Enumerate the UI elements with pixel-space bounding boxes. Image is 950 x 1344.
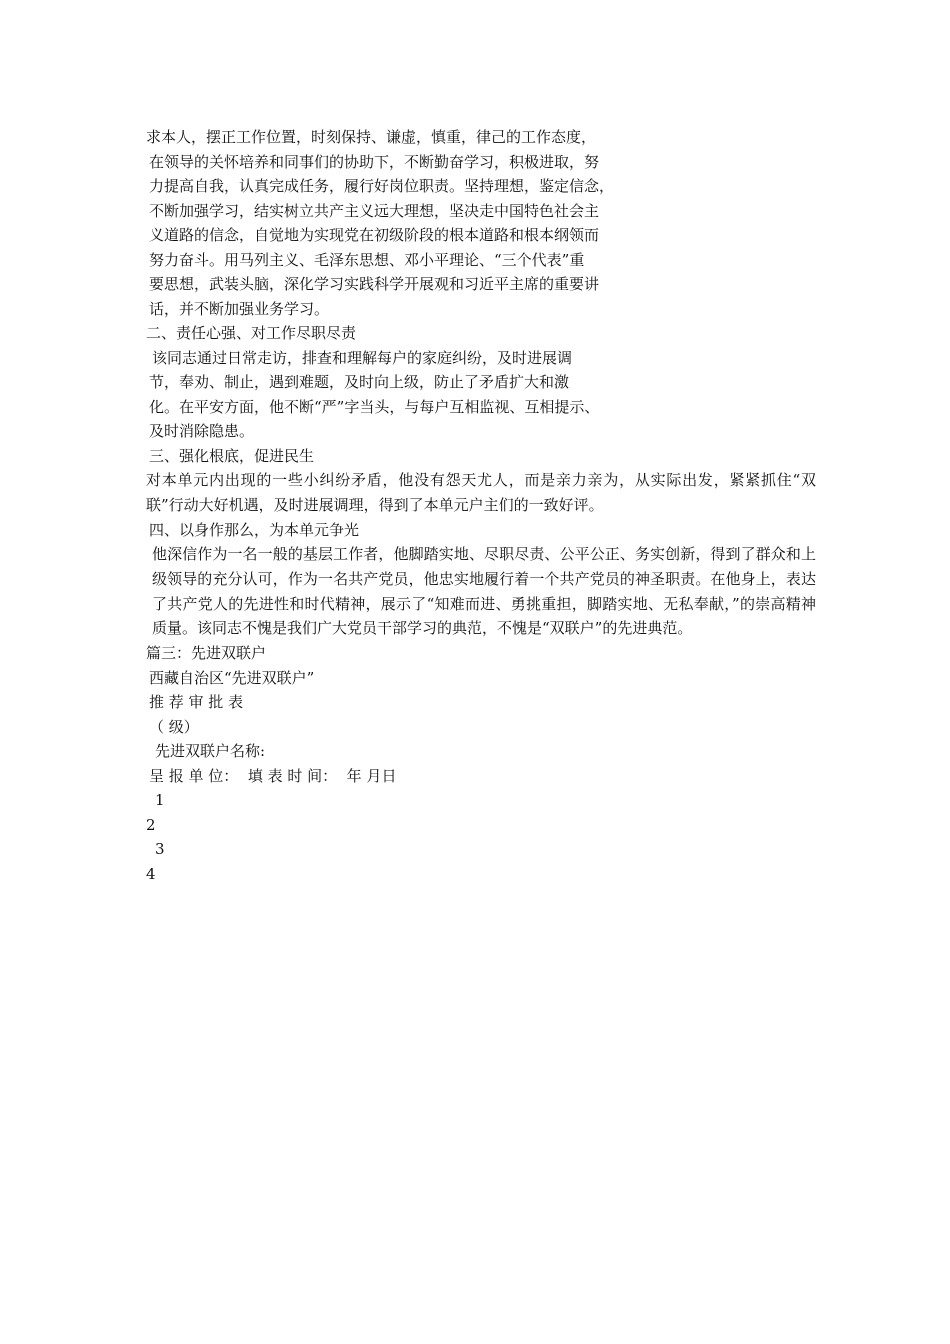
list-number: 1 — [155, 791, 165, 810]
text-line: 不断加强学习，结实树立共产主义远大理想，坚决走中国特色社会主 — [149, 201, 600, 220]
document-body — [146, 125, 816, 886]
text-line: 话，并不断加强业务学习。 — [149, 299, 330, 318]
text-line: 要思想，武装头脑，深化学习实践科学开展观和习近平主席的重要讲 — [149, 275, 600, 293]
section-heading: 四、以身作那么，为本单元争光 — [149, 520, 360, 539]
form-name-label: 先进双联户名称: — [155, 742, 266, 761]
section-heading: 二、责任心强、对工作尽职尽责 — [146, 324, 357, 342]
form-submit-line: 呈 报 单 位： 填 表 时 间： 年 月日 — [149, 766, 397, 785]
text-line: 及时消除隐患。 — [149, 422, 255, 440]
form-title: 推 荐 审 批 表 — [149, 693, 244, 712]
list-number: 2 — [146, 815, 156, 834]
text-line: 努力奋斗。用马列主义、毛泽东思想、邓小平理论、“三个代表”重 — [149, 250, 585, 269]
text-line: 该同志通过日常走访，排查和理解每户的家庭纠纷，及时进展调 — [152, 348, 573, 367]
text-line: 力提高自我，认真完成任务，履行好岗位职责。坚持理想，鉴定信念， — [149, 177, 615, 195]
form-region-title: 西藏自治区“先进双联户” — [149, 668, 315, 687]
text-line: 节，奉劝、制止，遇到难题，及时向上级，防止了矛盾扩大和激 — [149, 373, 570, 391]
text-line: 求本人，摆正工作位置，时刻保持、谦虚，慎重，律己的工作态度， — [146, 128, 597, 146]
text-line: 化。在平安方面，他不断“严”字当头，与每户互相监视、互相提示、 — [149, 397, 600, 416]
text-line: 在领导的关怀培养和同事们的协助下，不断勤奋学习，积极进取，努 — [149, 152, 600, 171]
part-title: 篇三：先进双联户 — [146, 644, 267, 663]
text-line: 义道路的信念，自觉地为实现党在初级阶段的根本道路和根本纲领而 — [149, 226, 600, 244]
paragraph: 对本单元内出现的一些小纠纷矛盾，他没有怨天尤人，而是亲力亲为，从实际出发，紧紧抓住“双联”行动大好机遇，及时进展调理，得到了本单元户主们的一致好评。 — [146, 471, 816, 514]
list-number: 4 — [146, 864, 156, 883]
paragraph: 他深信作为一名一般的基层工作者，他脚踏实地、尽职尽责、公平公正、务实创新，得到了群众和上级领导的充分认可，作为一名共产党员，他忠实地履行着一个共产党员的神圣职责。在他身上，表达了共产党人的先进性和时代精神，展示了“知难而进、勇挑重担，脚踏实地、无私奉献，”的崇高精神质量。该同志不愧是我们广大党员干部学习的典范，不愧是“双联户”的先进典范。 — [152, 545, 816, 638]
section-heading: 三、强化根底，促进民生 — [149, 446, 315, 465]
list-number: 3 — [155, 840, 165, 859]
form-level: （ 级） — [149, 717, 199, 736]
